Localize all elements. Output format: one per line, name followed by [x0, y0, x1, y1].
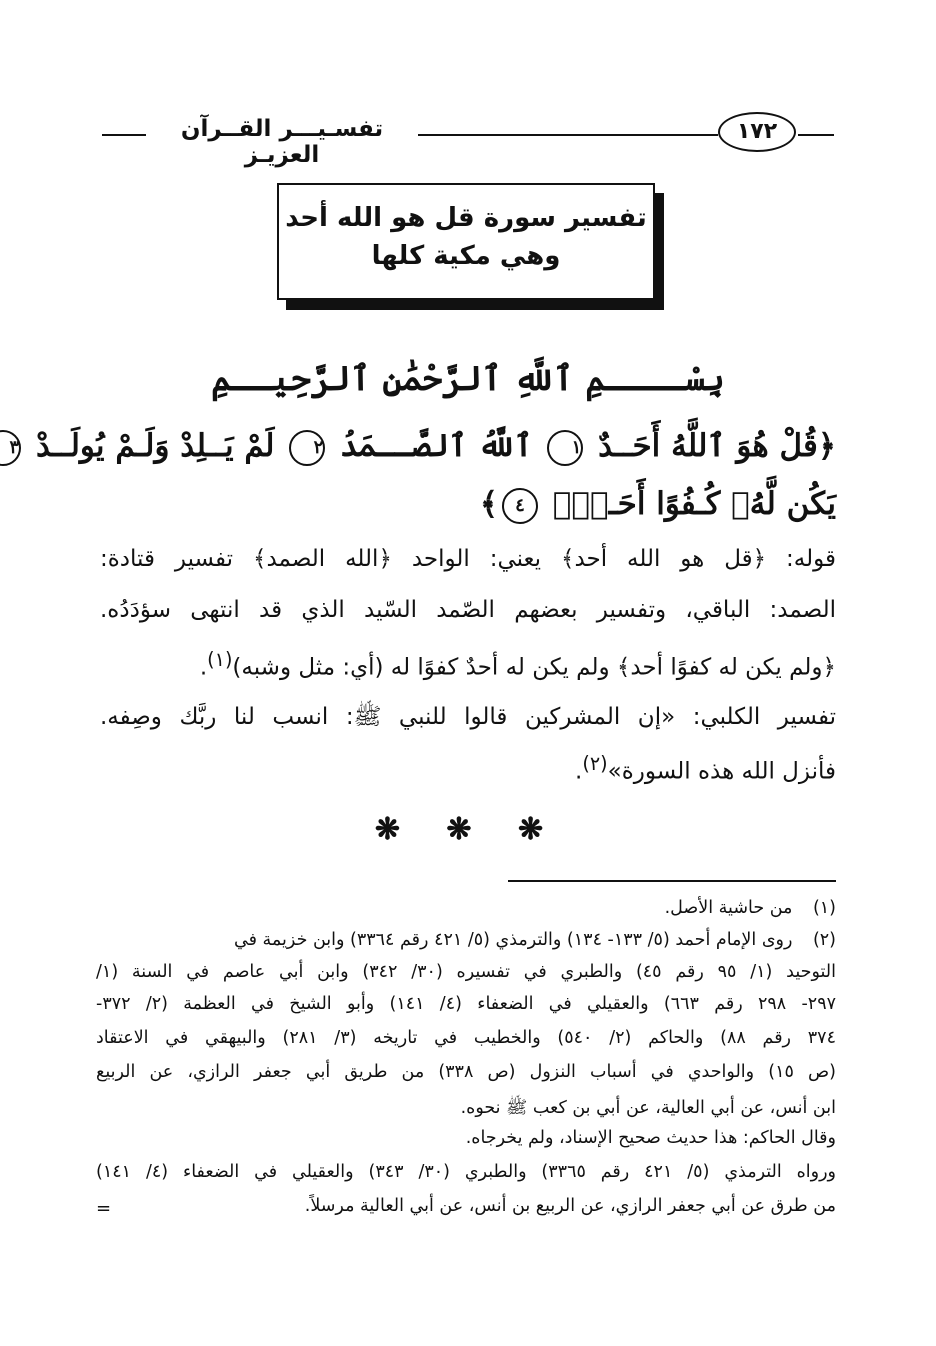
footnote-2-line-7: وقال الحاكم: هذا حديث صحيح الإسناد، ولم يخرجاه. — [465, 1128, 836, 1148]
footnote-2-line-1 — [96, 930, 836, 950]
running-header — [102, 110, 834, 168]
verse-marker-1: ١ — [547, 430, 583, 466]
footnote-1-text: من حاشية الأصل. — [664, 898, 793, 918]
verse-marker-2: ٢ — [289, 430, 325, 466]
footnote-2-line-1-text: روى الإمام أحمد (٥/ ١٣٣- ١٣٤) والترمذي (٥/ ٤٢١ رقم ٣٣٦٤) وابن خزيمة في — [234, 930, 793, 950]
verse-marker-3: ٣ — [0, 430, 21, 466]
footnote-2-number: (٢) — [812, 930, 836, 950]
surah-subtitle: وهي مكية كلها — [371, 241, 561, 271]
footnote-2-line-3: ٢٩٧- ٢٩٨ رقم ٦٦٣) والعقيلي في الضعفاء (٤/ ١٤١) وأبو الشيخ في العظمة (٢/ ٣٧٢- — [96, 994, 836, 1014]
ayah-line-2 — [100, 486, 836, 524]
body-line-5-text: فأنزل الله هذه السورة» — [607, 758, 836, 785]
footnote-2-line-2: التوحيد (١/ ٩٥ رقم ٤٥) والطبري في تفسيره (٣٠/ ٣٤٢) وابن أبي عاصم في السنة (١/ — [96, 962, 836, 982]
header-title: تفسـيـــر القــرآن العزيـز — [180, 116, 384, 168]
surah-title: تفسير سورة قل هو الله أحد — [285, 203, 647, 233]
footnote-2-line-8: ورواه الترمذي (٥/ ٤٢١ رقم ٣٣٦٥) والطبري (٣٠/ ٣٤٣) والعقيلي في الضعفاء (٤/ ١٤١) — [96, 1162, 836, 1182]
header-rule-right — [798, 134, 834, 136]
basmala: بِسْــــمِ ٱللَّهِ ٱلرَّحْمَٰنِ ٱلرَّحِيــمِ — [211, 359, 725, 399]
verse-4-end: يَكُن لَّهُۥ كُـفُوًا أَحَـدٌۢ — [552, 486, 836, 522]
ayah-line-1 — [9, 428, 836, 466]
verse-1: قُلْ هُوَ ٱللَّهُ أَحَــدٌ — [598, 428, 818, 464]
footnote-2-line-5: (ص ١٥) والواحدي في أسباب النزول (ص ٣٣٨) من طريق أبي جعفر الرازي، عن الربيع — [96, 1062, 836, 1082]
body-line-4: تفسير الكلبي: «إن المشركين قالوا للنبي ﷺ: انسب لنا ربَّك وصِفه. — [100, 704, 836, 730]
continuation-mark: = — [96, 1198, 112, 1219]
footnote-rule — [508, 880, 836, 882]
body-line-3: ﴿ولم يكن له كفوًا أحد﴾ ولم يكن له أحدٌ كفوًا له (أي: مثل وشبه)$^{(١)}$. — [199, 648, 836, 681]
header-rule-left — [102, 134, 146, 136]
body-line-3-text: ﴿ولم يكن له كفوًا أحد﴾ ولم يكن له أحدٌ كفوًا له (أي: مثل وشبه) — [232, 654, 836, 681]
footnote-1-number: (١) — [812, 898, 836, 918]
footnote-ref-1: (١) — [207, 648, 233, 671]
footnote-ref-2: (٢) — [582, 752, 608, 775]
footnote-2-line-9: من طرق عن أبي جعفر الرازي، عن الربيع بن أنس، عن أبي العالية مرسلاً. — [304, 1196, 836, 1216]
ayah-close-bracket: ﴾ — [479, 486, 498, 522]
page-number: ١٧٢ — [718, 112, 796, 152]
section-separator: ❋ ❋ ❋ — [374, 812, 562, 847]
footnote-1 — [96, 898, 836, 918]
body-line-2: الصمد: الباقي، وتفسير بعضهم الصّمد السّيد الذي قد انتهى سؤدَدُه. — [100, 597, 836, 623]
footnote-2-line-6: ابن أنس، عن أبي العالية، عن أبي بن كعب ﷺ نحوه. — [460, 1098, 836, 1118]
ayah-open-bracket: ﴿ — [817, 428, 836, 464]
footnote-2-line-4: ٣٧٤ رقم ٨٨) والحاكم (٢/ ٥٤٠) والخطيب في تاريخه (٣/ ٢٨١) والبيهقي في الاعتقاد — [96, 1028, 836, 1048]
verse-2: ٱللَّهُ ٱلصَّــمَدُ — [340, 428, 533, 464]
body-line-5: فأنزل الله هذه السورة»$^{(٢)}$. — [575, 752, 836, 785]
body-line-1: قوله: ﴿قل هو الله أحد﴾ يعني: الواحد ﴿الله الصمد﴾ تفسير قتادة: — [100, 546, 836, 572]
verse-3: لَمْ يَــلِدْ وَلَـمْ يُولَــدْ — [36, 428, 275, 464]
verse-marker-4: ٤ — [502, 488, 538, 524]
surah-title-box — [277, 183, 655, 300]
header-rule-middle — [418, 134, 718, 136]
